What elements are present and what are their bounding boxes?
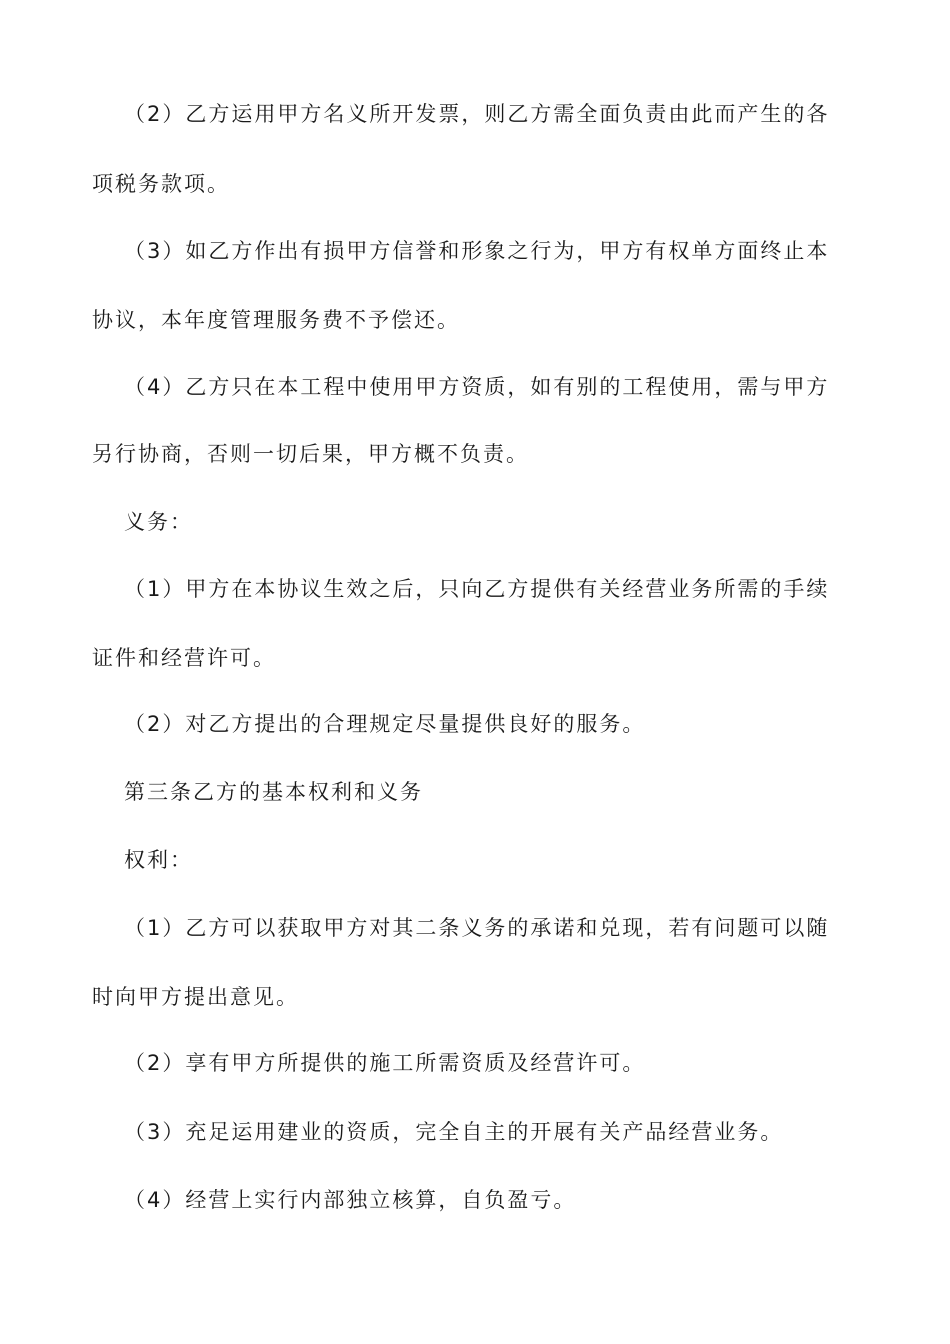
- paragraph-line: （2）乙方运用甲方名义所开发票，则乙方需全面负责由此而产生的各: [124, 102, 830, 126]
- paragraph-line: （3）如乙方作出有损甲方信誉和形象之行为，甲方有权单方面终止本: [124, 239, 830, 263]
- paragraph-line: 证件和经营许可。: [92, 646, 276, 670]
- paragraph-line: （3）充足运用建业的资质，完全自主的开展有关产品经营业务。: [124, 1120, 784, 1144]
- article-heading: 第三条乙方的基本权利和义务: [124, 780, 423, 804]
- paragraph-line: （2）对乙方提出的合理规定尽量提供良好的服务。: [124, 712, 646, 736]
- paragraph-line: 协议，本年度管理服务费不予偿还。: [92, 308, 460, 332]
- paragraph-line: （4）乙方只在本工程中使用甲方资质，如有别的工程使用，需与甲方: [124, 375, 830, 399]
- section-label: 权利：: [124, 848, 193, 872]
- paragraph-line: （1）乙方可以获取甲方对其二条义务的承诺和兑现，若有问题可以随: [124, 916, 830, 940]
- section-label: 义务：: [124, 510, 193, 534]
- paragraph-line: （1）甲方在本协议生效之后，只向乙方提供有关经营业务所需的手续: [124, 577, 830, 601]
- paragraph-line: 另行协商，否则一切后果，甲方概不负责。: [92, 442, 529, 466]
- paragraph-line: （2）享有甲方所提供的施工所需资质及经营许可。: [124, 1051, 646, 1075]
- paragraph-line: 时向甲方提出意见。: [92, 985, 299, 1009]
- paragraph-line: 项税务款项。: [92, 172, 230, 196]
- paragraph-line: （4）经营上实行内部独立核算，自负盈亏。: [124, 1188, 577, 1212]
